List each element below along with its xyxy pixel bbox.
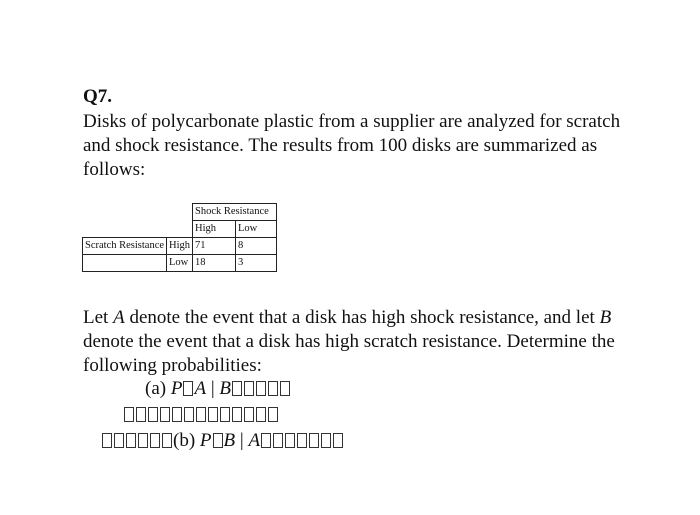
missing-glyph-box [268, 381, 278, 396]
cell-high-high: 71 [193, 238, 236, 255]
missing-glyph-line [123, 403, 279, 427]
missing-glyph-box [244, 381, 254, 396]
row-empty-cell [83, 255, 167, 272]
event-a-symbol: A [113, 307, 125, 328]
cell-low-low: 3 [236, 255, 277, 272]
col-low-header: Low [236, 221, 277, 238]
missing-glyph-box [232, 381, 242, 396]
results-table [82, 203, 277, 272]
event-b-symbol: B [599, 307, 612, 328]
question-intro: Disks of polycarbonate plastic from a supplier are analyzed for scratch and shock resistance. The results from 100 disks are summarized as follows: [83, 111, 621, 180]
question-number: Q7. [83, 86, 113, 107]
missing-glyph-box [280, 381, 290, 396]
part-a-label: (a) [145, 378, 167, 399]
events-definition: Let A denote the event that a disk has high shock resistance, and let B denote the event that a disk has high scratch resistance. Determine the following probabilities: [83, 307, 615, 376]
part-b-label: (b) [173, 430, 196, 451]
missing-glyph-box [183, 381, 193, 396]
part-b-line: (b) P B | A [101, 429, 344, 453]
cell-low-high: 18 [193, 255, 236, 272]
missing-glyph-box [213, 433, 223, 448]
shock-resistance-header: Shock Resistance [193, 204, 277, 221]
row-high-header: High [167, 238, 193, 255]
part-a-line: (a) P A | B [145, 377, 291, 401]
missing-glyph-box [256, 381, 266, 396]
col-high-header: High [193, 221, 236, 238]
cell-high-low: 8 [236, 238, 277, 255]
scratch-resistance-header: Scratch Resistance [83, 238, 167, 255]
row-low-header: Low [167, 255, 193, 272]
